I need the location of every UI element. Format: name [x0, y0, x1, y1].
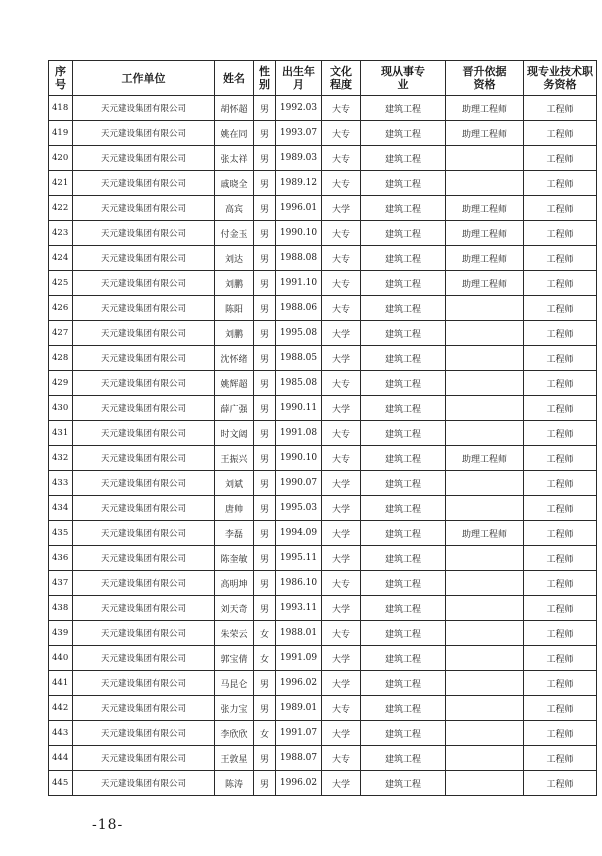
cell-title: 工程师 — [524, 246, 597, 271]
cell-edu: 大学 — [322, 396, 361, 421]
cell-seq: 432 — [49, 446, 73, 471]
cell-major: 建筑工程 — [361, 196, 446, 221]
cell-gender: 男 — [254, 196, 276, 221]
cell-unit: 天元建设集团有限公司 — [73, 771, 215, 796]
cell-seq: 425 — [49, 271, 73, 296]
cell-basis: 助理工程师 — [446, 271, 524, 296]
cell-basis — [446, 471, 524, 496]
cell-major: 建筑工程 — [361, 121, 446, 146]
cell-gender: 男 — [254, 771, 276, 796]
cell-edu: 大学 — [322, 196, 361, 221]
cell-seq: 443 — [49, 721, 73, 746]
cell-unit: 天元建设集团有限公司 — [73, 221, 215, 246]
cell-major: 建筑工程 — [361, 321, 446, 346]
cell-birth: 1989.12 — [276, 171, 322, 196]
cell-title: 工程师 — [524, 546, 597, 571]
cell-name: 刘斌 — [215, 471, 254, 496]
cell-unit: 天元建设集团有限公司 — [73, 446, 215, 471]
cell-basis: 助理工程师 — [446, 246, 524, 271]
cell-basis: 助理工程师 — [446, 96, 524, 121]
cell-basis — [446, 396, 524, 421]
cell-major: 建筑工程 — [361, 546, 446, 571]
cell-birth: 1988.05 — [276, 346, 322, 371]
cell-gender: 女 — [254, 621, 276, 646]
cell-major: 建筑工程 — [361, 771, 446, 796]
cell-name: 唐帅 — [215, 496, 254, 521]
cell-title: 工程师 — [524, 121, 597, 146]
cell-title: 工程师 — [524, 271, 597, 296]
cell-unit: 天元建设集团有限公司 — [73, 371, 215, 396]
cell-basis — [446, 696, 524, 721]
table-row — [49, 696, 597, 721]
cell-gender: 男 — [254, 346, 276, 371]
cell-title: 工程师 — [524, 321, 597, 346]
cell-seq: 422 — [49, 196, 73, 221]
table-row — [49, 521, 597, 546]
cell-major: 建筑工程 — [361, 271, 446, 296]
cell-birth: 1990.11 — [276, 396, 322, 421]
col-header-basis: 晋升依据资格 — [446, 61, 524, 96]
cell-basis — [446, 671, 524, 696]
cell-name: 陈阳 — [215, 296, 254, 321]
cell-unit: 天元建设集团有限公司 — [73, 346, 215, 371]
cell-name: 郭宝倩 — [215, 646, 254, 671]
cell-unit: 天元建设集团有限公司 — [73, 321, 215, 346]
cell-major: 建筑工程 — [361, 521, 446, 546]
cell-title: 工程师 — [524, 746, 597, 771]
cell-title: 工程师 — [524, 171, 597, 196]
col-header-birth: 出生年月 — [276, 61, 322, 96]
table-row — [49, 171, 597, 196]
cell-basis: 助理工程师 — [446, 196, 524, 221]
cell-edu: 大学 — [322, 346, 361, 371]
cell-edu: 大专 — [322, 421, 361, 446]
cell-name: 王振兴 — [215, 446, 254, 471]
cell-gender: 男 — [254, 496, 276, 521]
cell-unit: 天元建设集团有限公司 — [73, 271, 215, 296]
cell-birth: 1990.10 — [276, 446, 322, 471]
cell-gender: 男 — [254, 246, 276, 271]
cell-major: 建筑工程 — [361, 471, 446, 496]
cell-birth: 1990.10 — [276, 221, 322, 246]
cell-unit: 天元建设集团有限公司 — [73, 496, 215, 521]
cell-gender: 男 — [254, 521, 276, 546]
cell-major: 建筑工程 — [361, 346, 446, 371]
cell-gender: 男 — [254, 596, 276, 621]
cell-edu: 大专 — [322, 171, 361, 196]
cell-unit: 天元建设集团有限公司 — [73, 646, 215, 671]
cell-basis — [446, 146, 524, 171]
cell-unit: 天元建设集团有限公司 — [73, 471, 215, 496]
cell-seq: 435 — [49, 521, 73, 546]
cell-birth: 1995.11 — [276, 546, 322, 571]
cell-edu: 大专 — [322, 296, 361, 321]
cell-edu: 大学 — [322, 546, 361, 571]
cell-name: 胡怀超 — [215, 96, 254, 121]
cell-title: 工程师 — [524, 621, 597, 646]
cell-basis — [446, 771, 524, 796]
cell-edu: 大学 — [322, 471, 361, 496]
table-row — [49, 646, 597, 671]
cell-major: 建筑工程 — [361, 721, 446, 746]
cell-name: 陈涛 — [215, 771, 254, 796]
cell-seq: 418 — [49, 96, 73, 121]
col-header-title: 现专业技术职务资格 — [524, 61, 597, 96]
cell-name: 张太祥 — [215, 146, 254, 171]
cell-birth: 1993.11 — [276, 596, 322, 621]
cell-gender: 女 — [254, 721, 276, 746]
table-row — [49, 371, 597, 396]
cell-birth: 1990.07 — [276, 471, 322, 496]
table-row — [49, 121, 597, 146]
cell-unit: 天元建设集团有限公司 — [73, 171, 215, 196]
table-row — [49, 546, 597, 571]
table-row — [49, 621, 597, 646]
cell-major: 建筑工程 — [361, 146, 446, 171]
cell-title: 工程师 — [524, 296, 597, 321]
cell-basis — [446, 571, 524, 596]
cell-basis — [446, 646, 524, 671]
cell-unit: 天元建设集团有限公司 — [73, 546, 215, 571]
cell-name: 薛广强 — [215, 396, 254, 421]
cell-seq: 434 — [49, 496, 73, 521]
cell-birth: 1988.07 — [276, 746, 322, 771]
cell-name: 沈怀绪 — [215, 346, 254, 371]
cell-birth: 1996.02 — [276, 671, 322, 696]
cell-major: 建筑工程 — [361, 371, 446, 396]
cell-name: 马昆仑 — [215, 671, 254, 696]
cell-basis — [446, 171, 524, 196]
cell-title: 工程师 — [524, 421, 597, 446]
cell-birth: 1988.01 — [276, 621, 322, 646]
cell-gender: 男 — [254, 296, 276, 321]
cell-name: 李磊 — [215, 521, 254, 546]
cell-seq: 438 — [49, 596, 73, 621]
cell-seq: 429 — [49, 371, 73, 396]
cell-title: 工程师 — [524, 496, 597, 521]
cell-seq: 427 — [49, 321, 73, 346]
cell-major: 建筑工程 — [361, 571, 446, 596]
table-row — [49, 96, 597, 121]
cell-gender: 男 — [254, 271, 276, 296]
page-number: -18- — [92, 817, 124, 833]
cell-seq: 444 — [49, 746, 73, 771]
cell-name: 刘鹏 — [215, 271, 254, 296]
table-row — [49, 296, 597, 321]
cell-gender: 男 — [254, 471, 276, 496]
cell-basis: 助理工程师 — [446, 521, 524, 546]
col-header-major: 现从事专业 — [361, 61, 446, 96]
cell-unit: 天元建设集团有限公司 — [73, 146, 215, 171]
cell-seq: 441 — [49, 671, 73, 696]
cell-birth: 1989.01 — [276, 696, 322, 721]
cell-basis — [446, 746, 524, 771]
cell-unit: 天元建设集团有限公司 — [73, 121, 215, 146]
cell-basis — [446, 346, 524, 371]
cell-edu: 大学 — [322, 771, 361, 796]
cell-major: 建筑工程 — [361, 446, 446, 471]
cell-gender: 男 — [254, 396, 276, 421]
table-row — [49, 721, 597, 746]
cell-birth: 1988.06 — [276, 296, 322, 321]
table-row — [49, 496, 597, 521]
cell-unit: 天元建设集团有限公司 — [73, 746, 215, 771]
cell-birth: 1991.09 — [276, 646, 322, 671]
cell-name: 刘天奇 — [215, 596, 254, 621]
cell-gender: 男 — [254, 121, 276, 146]
cell-major: 建筑工程 — [361, 246, 446, 271]
cell-title: 工程师 — [524, 596, 597, 621]
cell-unit: 天元建设集团有限公司 — [73, 696, 215, 721]
cell-seq: 426 — [49, 296, 73, 321]
cell-edu: 大学 — [322, 496, 361, 521]
cell-unit: 天元建设集团有限公司 — [73, 721, 215, 746]
cell-major: 建筑工程 — [361, 646, 446, 671]
table-row — [49, 196, 597, 221]
cell-birth: 1992.03 — [276, 96, 322, 121]
cell-major: 建筑工程 — [361, 396, 446, 421]
cell-name: 姚辉超 — [215, 371, 254, 396]
cell-major: 建筑工程 — [361, 421, 446, 446]
cell-basis — [446, 371, 524, 396]
cell-gender: 男 — [254, 696, 276, 721]
cell-major: 建筑工程 — [361, 746, 446, 771]
cell-major: 建筑工程 — [361, 171, 446, 196]
cell-edu: 大专 — [322, 696, 361, 721]
cell-birth: 1991.08 — [276, 421, 322, 446]
cell-basis — [446, 421, 524, 446]
cell-major: 建筑工程 — [361, 596, 446, 621]
cell-birth: 1996.02 — [276, 771, 322, 796]
cell-basis: 助理工程师 — [446, 446, 524, 471]
cell-gender: 女 — [254, 646, 276, 671]
cell-birth: 1996.01 — [276, 196, 322, 221]
cell-gender: 男 — [254, 746, 276, 771]
cell-edu: 大专 — [322, 621, 361, 646]
cell-name: 刘达 — [215, 246, 254, 271]
cell-name: 李欣欣 — [215, 721, 254, 746]
cell-unit: 天元建设集团有限公司 — [73, 596, 215, 621]
cell-title: 工程师 — [524, 721, 597, 746]
cell-major: 建筑工程 — [361, 671, 446, 696]
cell-name: 高宾 — [215, 196, 254, 221]
cell-edu: 大专 — [322, 121, 361, 146]
cell-birth: 1989.03 — [276, 146, 322, 171]
cell-basis — [446, 496, 524, 521]
cell-title: 工程师 — [524, 371, 597, 396]
cell-title: 工程师 — [524, 346, 597, 371]
cell-title: 工程师 — [524, 146, 597, 171]
cell-name: 姚在同 — [215, 121, 254, 146]
cell-birth: 1995.03 — [276, 496, 322, 521]
cell-unit: 天元建设集团有限公司 — [73, 196, 215, 221]
table-row — [49, 596, 597, 621]
col-header-name: 姓名 — [215, 61, 254, 96]
cell-gender: 男 — [254, 546, 276, 571]
cell-gender: 男 — [254, 96, 276, 121]
cell-title: 工程师 — [524, 671, 597, 696]
table-body — [49, 96, 597, 796]
cell-birth: 1986.10 — [276, 571, 322, 596]
cell-basis — [446, 621, 524, 646]
cell-gender: 男 — [254, 671, 276, 696]
cell-seq: 423 — [49, 221, 73, 246]
table-row — [49, 221, 597, 246]
table-row — [49, 671, 597, 696]
cell-gender: 男 — [254, 321, 276, 346]
cell-basis — [446, 296, 524, 321]
col-header-unit: 工作单位 — [73, 61, 215, 96]
cell-seq: 440 — [49, 646, 73, 671]
cell-birth: 1991.10 — [276, 271, 322, 296]
cell-title: 工程师 — [524, 96, 597, 121]
cell-name: 王敦星 — [215, 746, 254, 771]
col-header-edu: 文化程度 — [322, 61, 361, 96]
cell-major: 建筑工程 — [361, 621, 446, 646]
cell-unit: 天元建设集团有限公司 — [73, 396, 215, 421]
cell-basis — [446, 321, 524, 346]
table-row — [49, 746, 597, 771]
col-header-seq: 序号 — [49, 61, 73, 96]
table-row — [49, 446, 597, 471]
cell-title: 工程师 — [524, 521, 597, 546]
cell-edu: 大学 — [322, 321, 361, 346]
cell-edu: 大专 — [322, 221, 361, 246]
cell-edu: 大专 — [322, 246, 361, 271]
cell-major: 建筑工程 — [361, 96, 446, 121]
cell-title: 工程师 — [524, 696, 597, 721]
cell-gender: 男 — [254, 146, 276, 171]
cell-name: 戚晓全 — [215, 171, 254, 196]
cell-name: 高明坤 — [215, 571, 254, 596]
cell-title: 工程师 — [524, 221, 597, 246]
personnel-table — [48, 60, 597, 796]
cell-edu: 大专 — [322, 746, 361, 771]
cell-title: 工程师 — [524, 396, 597, 421]
cell-edu: 大专 — [322, 271, 361, 296]
cell-seq: 445 — [49, 771, 73, 796]
cell-title: 工程师 — [524, 196, 597, 221]
cell-seq: 424 — [49, 246, 73, 271]
cell-unit: 天元建设集团有限公司 — [73, 246, 215, 271]
cell-edu: 大学 — [322, 721, 361, 746]
cell-birth: 1991.07 — [276, 721, 322, 746]
table-row — [49, 246, 597, 271]
cell-name: 朱荣云 — [215, 621, 254, 646]
table-row — [49, 346, 597, 371]
cell-edu: 大专 — [322, 371, 361, 396]
table-row — [49, 321, 597, 346]
cell-gender: 男 — [254, 571, 276, 596]
cell-major: 建筑工程 — [361, 496, 446, 521]
cell-seq: 421 — [49, 171, 73, 196]
cell-title: 工程师 — [524, 446, 597, 471]
cell-major: 建筑工程 — [361, 296, 446, 321]
cell-edu: 大学 — [322, 521, 361, 546]
cell-basis: 助理工程师 — [446, 221, 524, 246]
table-row — [49, 421, 597, 446]
cell-gender: 男 — [254, 446, 276, 471]
cell-edu: 大专 — [322, 571, 361, 596]
cell-seq: 419 — [49, 121, 73, 146]
cell-unit: 天元建设集团有限公司 — [73, 521, 215, 546]
col-header-gender: 性别 — [254, 61, 276, 96]
cell-gender: 男 — [254, 221, 276, 246]
table-row — [49, 146, 597, 171]
cell-seq: 437 — [49, 571, 73, 596]
cell-title: 工程师 — [524, 471, 597, 496]
cell-edu: 大学 — [322, 671, 361, 696]
cell-seq: 439 — [49, 621, 73, 646]
cell-unit: 天元建设集团有限公司 — [73, 671, 215, 696]
cell-basis: 助理工程师 — [446, 121, 524, 146]
cell-birth: 1993.07 — [276, 121, 322, 146]
cell-basis — [446, 596, 524, 621]
cell-edu: 大专 — [322, 446, 361, 471]
cell-edu: 大专 — [322, 96, 361, 121]
cell-edu: 大学 — [322, 646, 361, 671]
cell-gender: 男 — [254, 371, 276, 396]
cell-seq: 420 — [49, 146, 73, 171]
cell-seq: 433 — [49, 471, 73, 496]
cell-name: 时文阔 — [215, 421, 254, 446]
cell-seq: 436 — [49, 546, 73, 571]
cell-unit: 天元建设集团有限公司 — [73, 421, 215, 446]
cell-unit: 天元建设集团有限公司 — [73, 571, 215, 596]
cell-name: 付金玉 — [215, 221, 254, 246]
cell-birth: 1994.09 — [276, 521, 322, 546]
cell-seq: 442 — [49, 696, 73, 721]
table-row — [49, 396, 597, 421]
cell-seq: 431 — [49, 421, 73, 446]
table-row — [49, 471, 597, 496]
cell-basis — [446, 546, 524, 571]
cell-edu: 大专 — [322, 146, 361, 171]
table-row — [49, 571, 597, 596]
cell-unit: 天元建设集团有限公司 — [73, 621, 215, 646]
cell-major: 建筑工程 — [361, 696, 446, 721]
cell-birth: 1988.08 — [276, 246, 322, 271]
cell-title: 工程师 — [524, 646, 597, 671]
cell-name: 陈奎敏 — [215, 546, 254, 571]
cell-unit: 天元建设集团有限公司 — [73, 96, 215, 121]
cell-name: 刘鹏 — [215, 321, 254, 346]
cell-major: 建筑工程 — [361, 221, 446, 246]
table-row — [49, 771, 597, 796]
table-row — [49, 271, 597, 296]
cell-basis — [446, 721, 524, 746]
cell-unit: 天元建设集团有限公司 — [73, 296, 215, 321]
cell-name: 张力宝 — [215, 696, 254, 721]
cell-gender: 男 — [254, 171, 276, 196]
cell-seq: 430 — [49, 396, 73, 421]
table-header-row — [49, 61, 597, 96]
cell-edu: 大学 — [322, 596, 361, 621]
cell-birth: 1995.08 — [276, 321, 322, 346]
cell-title: 工程师 — [524, 571, 597, 596]
cell-birth: 1985.08 — [276, 371, 322, 396]
cell-title: 工程师 — [524, 771, 597, 796]
cell-gender: 男 — [254, 421, 276, 446]
cell-seq: 428 — [49, 346, 73, 371]
